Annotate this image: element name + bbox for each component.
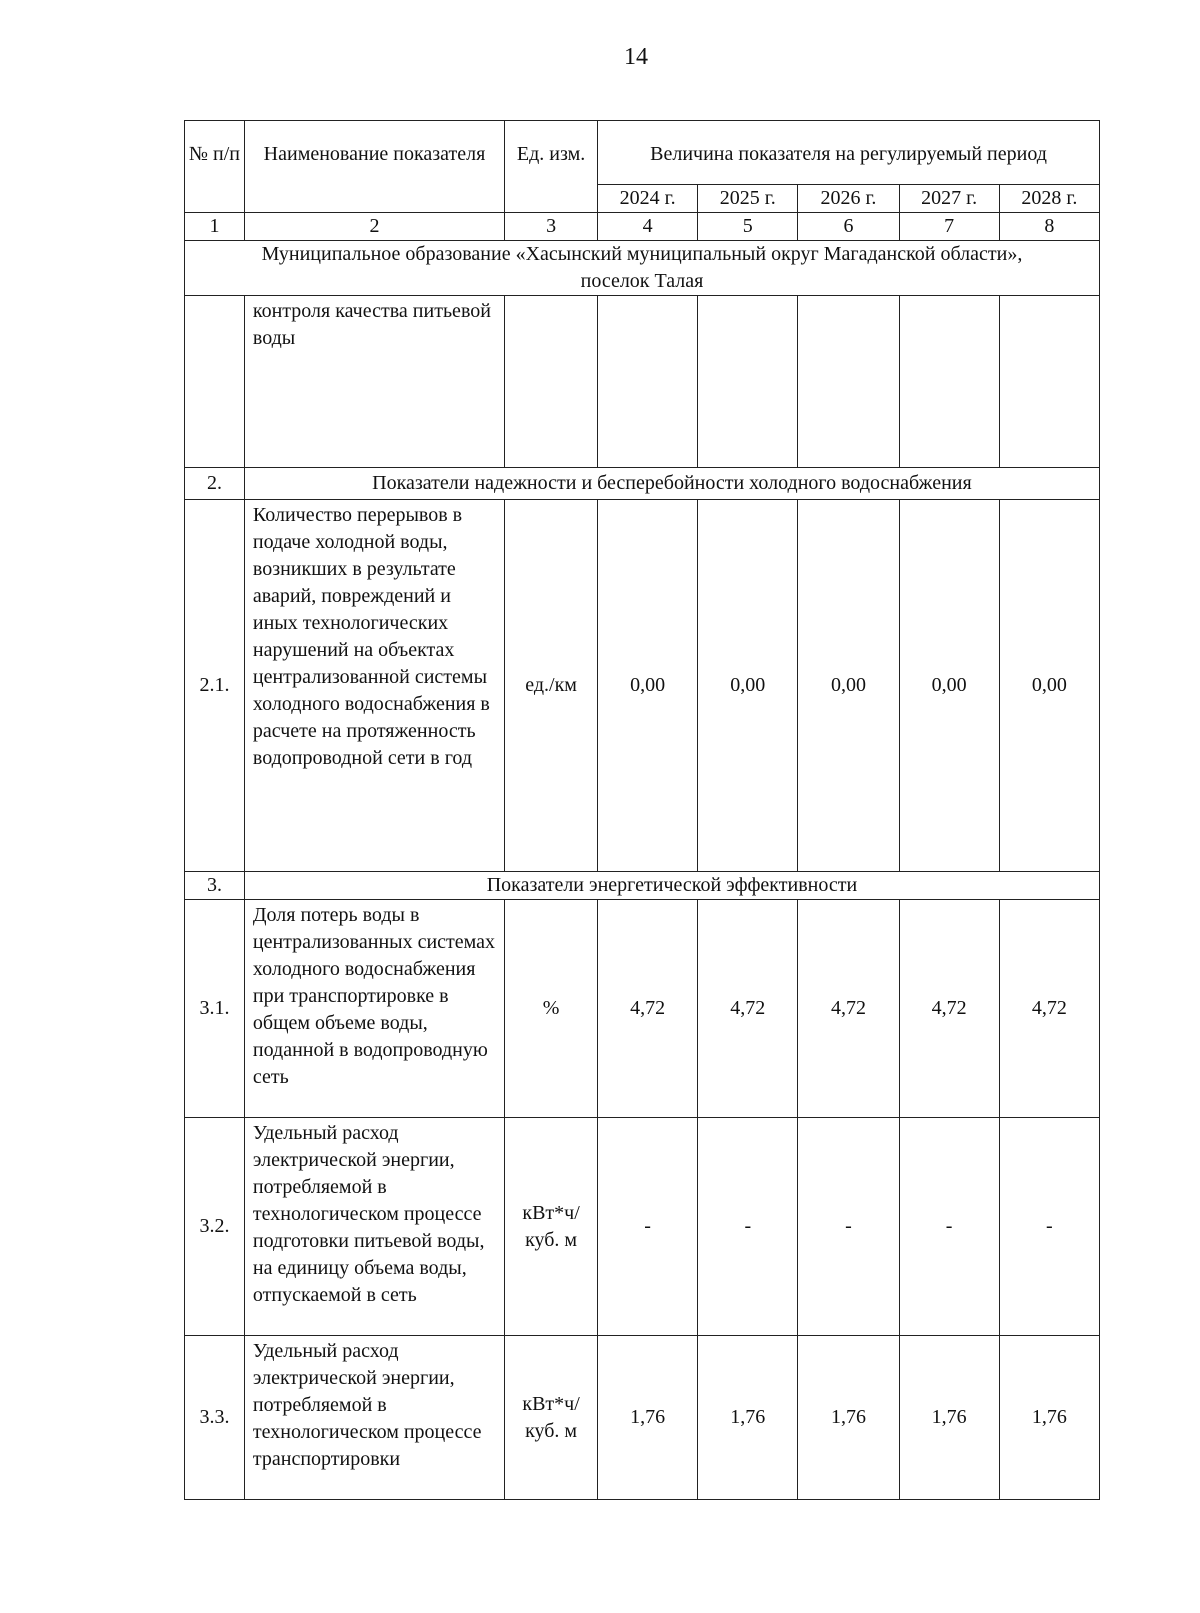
index-cell: 2 bbox=[244, 213, 504, 241]
index-cell: 4 bbox=[598, 213, 698, 241]
table-row bbox=[185, 900, 1100, 1118]
row-value: 0,00 bbox=[999, 500, 1099, 872]
row-value: 0,00 bbox=[698, 500, 798, 872]
header-num: № п/п bbox=[185, 121, 245, 213]
header-period: Величина показателя на регулируемый период bbox=[598, 121, 1100, 185]
index-cell: 6 bbox=[798, 213, 899, 241]
row-value: 1,76 bbox=[899, 1336, 999, 1500]
row-value: - bbox=[698, 1118, 798, 1336]
table-row bbox=[185, 500, 1100, 872]
row-value: 1,76 bbox=[798, 1336, 899, 1500]
index-cell: 5 bbox=[698, 213, 798, 241]
continuation-value bbox=[598, 296, 698, 468]
row-unit: кВт*ч/ куб. м bbox=[505, 1336, 598, 1500]
row-unit: % bbox=[505, 900, 598, 1118]
row-num: 3.1. bbox=[185, 900, 245, 1118]
row-name: Количество перерывов в подаче холодной воды, возникших в результате аварий, повреждений и иных технологических нарушений на объектах централизованной системы холодного водоснабжения в расчете на протяженность водопроводной сети в год bbox=[244, 500, 504, 872]
row-num: 3.3. bbox=[185, 1336, 245, 1500]
indicators-table bbox=[184, 120, 1100, 1500]
index-row bbox=[185, 213, 1100, 241]
row-unit: кВт*ч/ куб. м bbox=[505, 1118, 598, 1336]
row-value: - bbox=[899, 1118, 999, 1336]
row-value: - bbox=[999, 1118, 1099, 1336]
continuation-row bbox=[185, 296, 1100, 468]
row-value: 1,76 bbox=[999, 1336, 1099, 1500]
section-num: 2. bbox=[185, 468, 245, 500]
continuation-name: контроля качества питьевой воды bbox=[244, 296, 504, 468]
row-name: Удельный расход электрической энергии, потребляемой в технологическом процессе подготовки питьевой воды, на единицу объема воды, отпускаемой в сеть bbox=[244, 1118, 504, 1336]
index-cell: 3 bbox=[505, 213, 598, 241]
page-number: 14 bbox=[624, 44, 648, 70]
row-value: 4,72 bbox=[598, 900, 698, 1118]
header-year: 2027 г. bbox=[899, 185, 999, 213]
row-value: 0,00 bbox=[598, 500, 698, 872]
row-unit: ед./км bbox=[505, 500, 598, 872]
header-year: 2026 г. bbox=[798, 185, 899, 213]
row-value: 4,72 bbox=[999, 900, 1099, 1118]
row-value: 0,00 bbox=[798, 500, 899, 872]
row-num: 2.1. bbox=[185, 500, 245, 872]
index-cell: 1 bbox=[185, 213, 245, 241]
section-title: Показатели надежности и бесперебойности холодного водоснабжения bbox=[244, 468, 1099, 500]
row-value: 1,76 bbox=[598, 1336, 698, 1500]
header-year: 2024 г. bbox=[598, 185, 698, 213]
row-value: 4,72 bbox=[698, 900, 798, 1118]
table-row bbox=[185, 1336, 1100, 1500]
row-value: - bbox=[798, 1118, 899, 1336]
row-value: 4,72 bbox=[798, 900, 899, 1118]
continuation-value bbox=[899, 296, 999, 468]
header-unit: Ед. изм. bbox=[505, 121, 598, 213]
row-name: Доля потерь воды в централизованных системах холодного водоснабжения при транспортировке в общем объеме воды, поданной в водопроводную сеть bbox=[244, 900, 504, 1118]
index-cell: 7 bbox=[899, 213, 999, 241]
row-value: - bbox=[598, 1118, 698, 1336]
continuation-value bbox=[999, 296, 1099, 468]
section-num: 3. bbox=[185, 872, 245, 900]
header-name: Наименование показателя bbox=[244, 121, 504, 213]
municipality-title: Муниципальное образование «Хасынский муниципальный округ Магаданской области», поселок Талая bbox=[185, 241, 1100, 296]
header-year: 2025 г. bbox=[698, 185, 798, 213]
index-cell: 8 bbox=[999, 213, 1099, 241]
row-value: 1,76 bbox=[698, 1336, 798, 1500]
section-row bbox=[185, 468, 1100, 500]
table-row bbox=[185, 1118, 1100, 1336]
continuation-num bbox=[185, 296, 245, 468]
header-year: 2028 г. bbox=[999, 185, 1099, 213]
row-value: 0,00 bbox=[899, 500, 999, 872]
continuation-unit bbox=[505, 296, 598, 468]
section-title: Показатели энергетической эффективности bbox=[244, 872, 1099, 900]
continuation-value bbox=[698, 296, 798, 468]
continuation-value bbox=[798, 296, 899, 468]
municipality-row bbox=[185, 241, 1100, 296]
header-row bbox=[185, 121, 1100, 185]
row-num: 3.2. bbox=[185, 1118, 245, 1336]
row-value: 4,72 bbox=[899, 900, 999, 1118]
row-name: Удельный расход электрической энергии, потребляемой в технологическом процессе транспортировки bbox=[244, 1336, 504, 1500]
section-row bbox=[185, 872, 1100, 900]
